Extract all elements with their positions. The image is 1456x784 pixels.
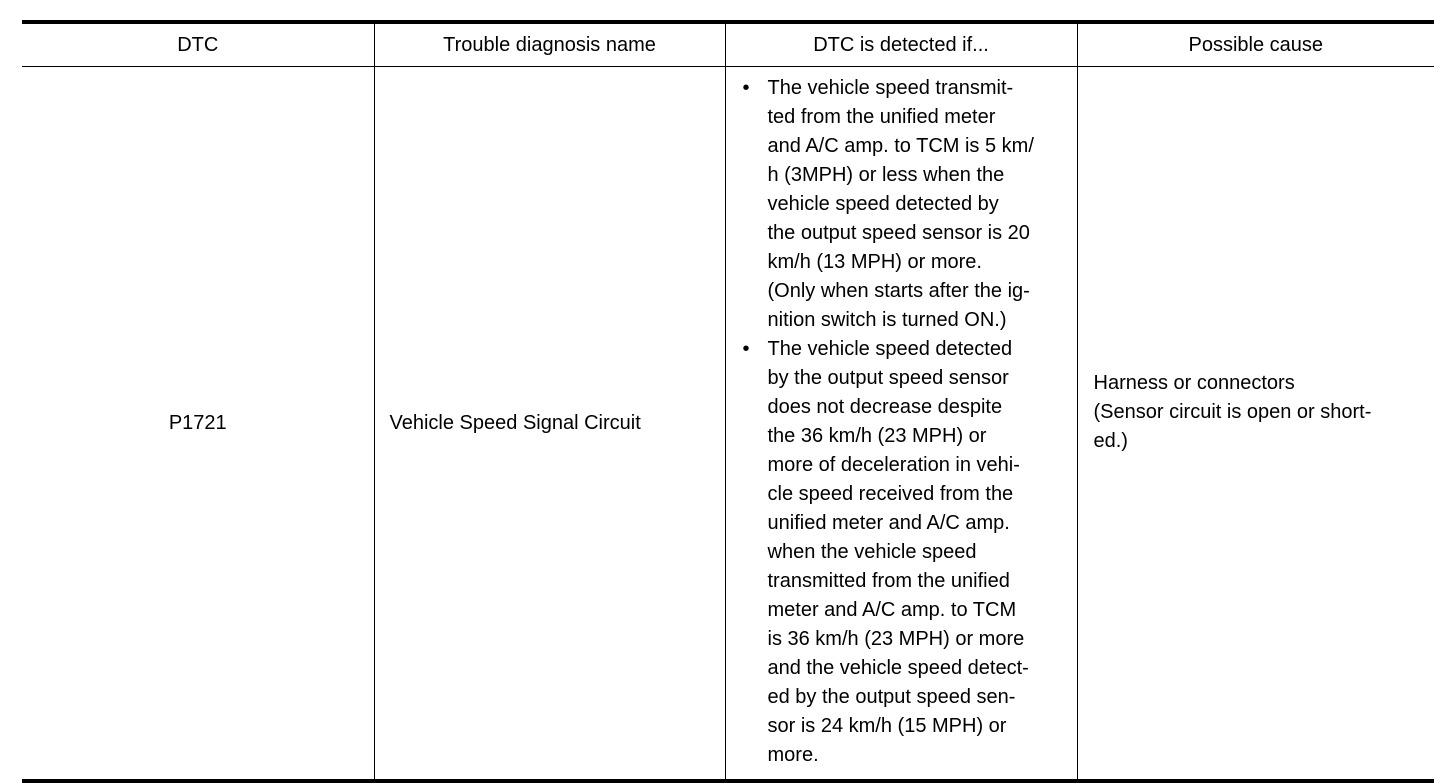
header-possible-cause: Possible cause [1077, 22, 1434, 67]
header-trouble-diagnosis-name: Trouble diagnosis name [374, 22, 725, 67]
header-row [22, 22, 1434, 67]
header-dtc: DTC [22, 22, 374, 67]
trouble-diagnosis-name: Vehicle Speed Signal Circuit [374, 67, 725, 782]
condition-line: sor is 24 km/h (15 MPH) or [767, 715, 1007, 737]
condition-line: The vehicle speed transmit- [767, 77, 1014, 99]
condition-line: unified meter and A/C amp. [767, 512, 1010, 534]
possible-cause [1077, 67, 1434, 782]
condition-line: does not decrease despite [767, 396, 1003, 418]
condition-line: more. [767, 744, 819, 766]
condition-line: more of deceleration in vehi- [767, 454, 1020, 476]
bullet-icon: • [742, 338, 750, 360]
condition-line: km/h (13 MPH) or more. [767, 251, 982, 273]
condition-item [740, 335, 1067, 770]
condition-line: and the vehicle speed detect- [767, 657, 1029, 679]
detection-conditions [725, 67, 1077, 782]
bullet-icon: • [742, 77, 750, 99]
condition-item [740, 74, 1067, 335]
condition-line: cle speed received from the [767, 483, 1014, 505]
condition-line: the output speed sensor is 20 [767, 222, 1030, 244]
table-row [22, 67, 1434, 782]
condition-line: ed by the output speed sen- [767, 686, 1016, 708]
condition-line: when the vehicle speed [767, 541, 977, 563]
condition-line: the 36 km/h (23 MPH) or [767, 425, 987, 447]
cause-line: (Sensor circuit is open or short- [1093, 400, 1372, 423]
condition-line: (Only when starts after the ig- [767, 280, 1030, 302]
header-dtc-is-detected-if: DTC is detected if... [725, 22, 1077, 67]
condition-line: ted from the unified meter [767, 106, 996, 128]
condition-line: nition switch is turned ON.) [767, 309, 1007, 331]
condition-line: by the output speed sensor [767, 367, 1009, 389]
condition-line: and A/C amp. to TCM is 5 km/ [767, 135, 1034, 157]
condition-line: transmitted from the unified [767, 570, 1010, 592]
condition-line: meter and A/C amp. to TCM [767, 599, 1017, 621]
condition-line: vehicle speed detected by [767, 193, 999, 215]
condition-line: h (3MPH) or less when the [767, 164, 1005, 186]
cause-line: Harness or connectors [1093, 371, 1295, 394]
table-header [22, 22, 1434, 67]
condition-list [740, 74, 1067, 770]
cause-line: ed.) [1093, 429, 1128, 452]
dtc-table [22, 20, 1434, 783]
dtc-code: P1721 [168, 411, 227, 434]
condition-line: is 36 km/h (23 MPH) or more [767, 628, 1025, 650]
table-body [22, 67, 1434, 782]
condition-line: The vehicle speed detected [767, 338, 1013, 360]
